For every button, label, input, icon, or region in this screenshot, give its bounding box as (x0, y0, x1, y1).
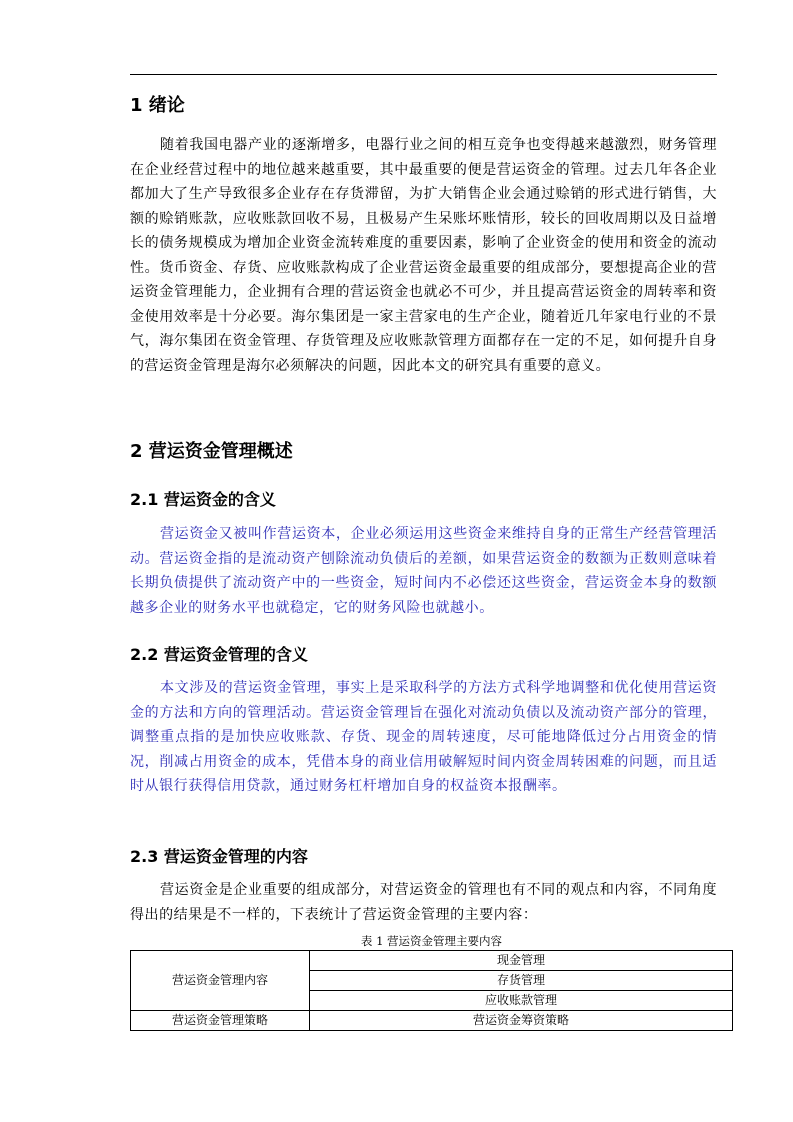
table-cell: 存货管理 (310, 971, 733, 991)
section-2-heading: 2 营运资金管理概述 (130, 441, 293, 462)
section-2-3-paragraph: 营运资金是企业重要的组成部分，对营运资金的管理也有不同的观点和内容，不同角度得出的结果是不一样的，下表统计了营运资金管理的主要内容： (130, 882, 717, 923)
section-2-1-paragraph: 营运资金又被叫作营运资本，企业必须运用这些资金来维持自身的正常生产经营管理活动。营运资金指的是流动资产刨除流动负债后的差额，如果营运资金的数额为正数则意味着长期负债提供了流动资产中的一些资金，短时间内不必偿还这些资金，营运资金本身的数额越多企业的财务水平也就稳定，它的财务风险也就越小。 (130, 526, 717, 616)
table-group-label: 营运资金管理内容 (131, 951, 310, 1011)
section-2-2-paragraph: 本文涉及的营运资金管理，事实上是采取科学的方法方式科学地调整和优化使用营运资金的方法和方向的管理活动。营运资金管理旨在强化对流动负债以及流动资产部分的管理，调整重点指的是加快应收账款、存货、现金的周转速度，尽可能地降低过分占用资金的情况，削减占用资金的成本，凭借本身的商业信用破解短时间内资金周转困难的问题，而且适时从银行获得信用贷款，通过财务杠杆增加自身的权益资本报酬率。 (130, 680, 717, 794)
section-2-3-heading: 2.3 营运资金管理的内容 (130, 847, 308, 866)
table-row (131, 1011, 733, 1031)
table-row (131, 951, 733, 971)
table-1-caption: 表 1 营运资金管理主要内容 (360, 934, 503, 948)
table-cell: 现金管理 (310, 951, 733, 971)
section-1-paragraph: 随着我国电器产业的逐渐增多，电器行业之间的相互竞争也变得越来越激烈，财务管理在企业经营过程中的地位越来越重要，其中最重要的便是营运资金的管理。过去几年各企业都加大了生产导致很多企业存在存货滞留，为扩大销售企业会通过赊销的形式进行销售，大额的赊销账款，应收账款回收不易，且极易产生呆账坏账情形，较长的回收周期以及日益增长的债务规模成为增加企业资金流转难度的重要因素，影响了企业资金的使用和资金的流动性。货币资金、存货、应收账款构成了企业营运资金最重要的组成部分，要想提高企业的营运资金管理能力，企业拥有合理的营运资金也就必不可少，并且提高营运资金的周转率和资金使用效率是十分必要。海尔集团是一家主营家电的生产企业，随着近几年家电行业的不景气，海尔集团在资金管理、存货管理及应收账款管理方面都存在一定的不足，如何提升自身的营运资金管理是海尔必须解决的问题，因此本文的研究具有重要的意义。 (130, 137, 717, 374)
section-2-2-heading: 2.2 营运资金管理的含义 (130, 645, 308, 664)
table-1 (130, 950, 733, 1031)
table-cell: 应收账款管理 (310, 991, 733, 1011)
section-2-1-heading: 2.1 营运资金的含义 (130, 490, 276, 509)
table-group-label: 营运资金管理策略 (131, 1011, 310, 1031)
header-rule (130, 74, 717, 75)
section-1-heading: 1 绪论 (130, 95, 185, 116)
table-cell: 营运资金筹资策略 (310, 1011, 733, 1031)
